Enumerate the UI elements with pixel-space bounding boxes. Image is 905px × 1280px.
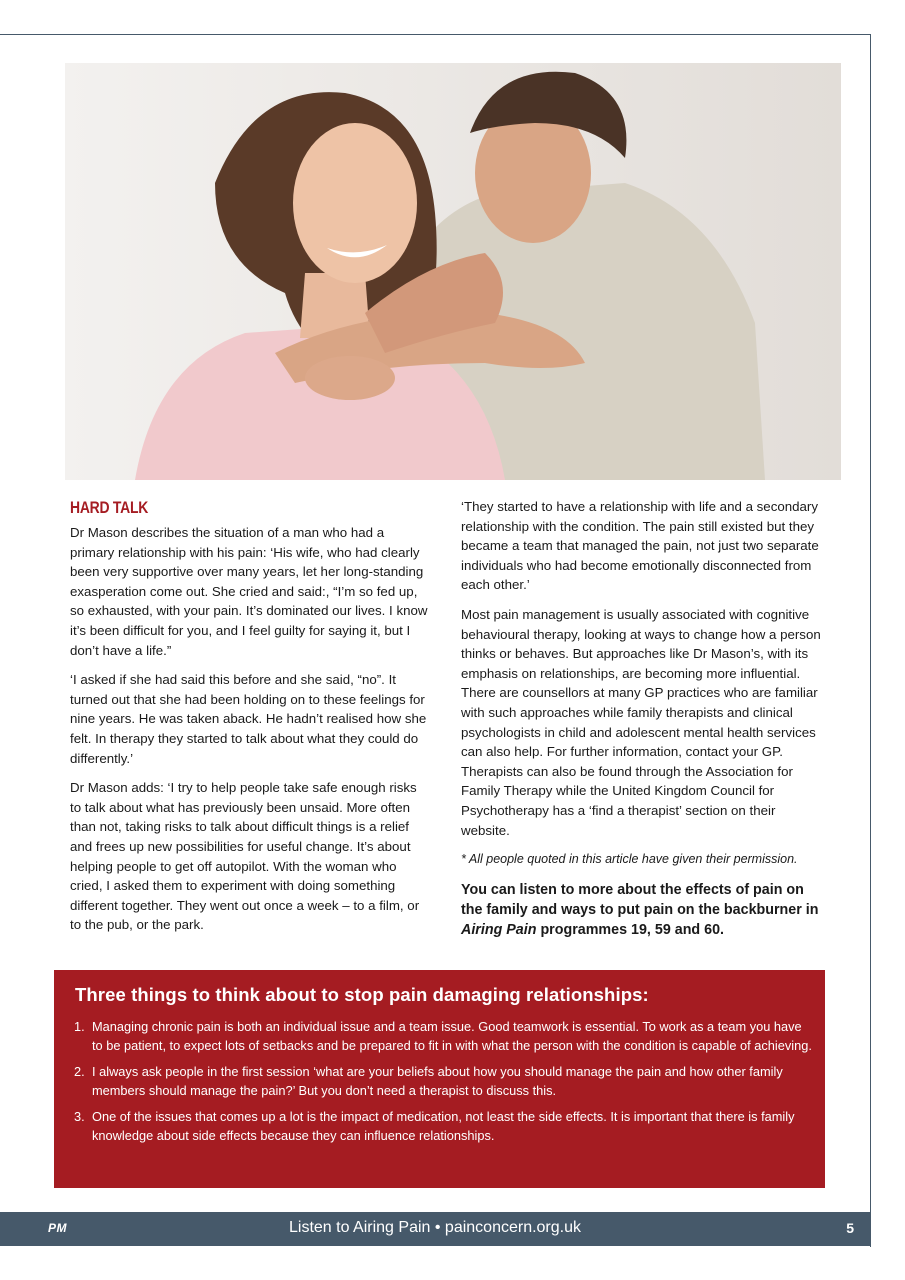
article-paragraph: Dr Mason adds: ‘I try to help people take safe enough risks to talk about what has previously been unsaid. More often than not, taking risks to talk about difficult things is a relief and frees up new possibilities for useful change. It’s about helping people to get off autopilot. With the woman who cried, I asked them to experiment with doing something different together. They went out once a week – to a film, or to the pub, or the park. — [70, 780, 420, 933]
article-right-column — [461, 497, 821, 950]
article-left-column — [70, 497, 430, 945]
article-paragraph: Most pain management is usually associated with cognitive behavioural therapy, looking at ways to change how a person thinks or behaves. But approaches like Dr Mason’s, with its emphasis on relationships, are becoming more influential. There are counsellors at many GP practices who are familiar with such approaches while family therapists and clinical psychologists in child and adolescent mental health services can also help. For further information, contact your GP. Therapists can also be found through the Association for Family Therapy while the United Kingdom Council for Psychotherapy has a ‘find a therapist’ section on their website. — [461, 606, 821, 838]
article-paragraph: ‘I asked if she had said this before and she said, “no”. It turned out that she had been holding on to these feelings for nine years. He was taken aback. He hadn’t realised how she felt. In therapy they started to talk about what they could do differently.’ — [70, 672, 427, 766]
list-item: 2. I always ask people in the first session ‘what are your beliefs about how you should manage the pain and how other family members should manage the pain?’ But you don’t need a therapist to discuss this. — [74, 1064, 783, 1098]
list-item: 1. Managing chronic pain is both an individual issue and a team issue. Good teamwork is essential. To work as a team you have to be patient, to expect lots of setbacks and be prepared to fit in with what the person with the condition is capable of achieving. — [74, 1019, 812, 1053]
article-paragraph: ‘They started to have a relationship with life and a secondary relationship with the condition. The pain still existed but they became a team that managed the pain, not just two separate individuals who had become emotionally disconnected from each other.’ — [461, 499, 819, 593]
page-number: 5 — [846, 1220, 854, 1236]
couple-photo — [65, 63, 841, 480]
programme-name: Airing Pain — [461, 921, 537, 938]
article-paragraph: Dr Mason describes the situation of a man who had a primary relationship with his pain: ‘His wife, who had clearly been very supportive over many years, let her long-standing exasperation come out. She cried and said:, “I’m so fed up, so exhausted, with your pain. It’s dominated our lives. I know it’s been difficult for you, and I feel guilty for saying it, but I don’t have a life.” — [70, 525, 428, 658]
tips-box — [54, 970, 825, 1188]
pain-matters-logo: PM — [48, 1221, 67, 1235]
tips-title: Three things to think about to stop pain damaging relationships: — [75, 984, 649, 1005]
footer-text: Listen to Airing Pain • painconcern.org.uk — [289, 1219, 581, 1236]
listen-callout: You can listen to more about the effects of pain on the family and ways to put pain on the backburner in Airing Pain programmes 19, 59 and 60. — [461, 881, 819, 938]
tips-list — [74, 1018, 814, 1153]
list-item: 3. One of the issues that comes up a lot is the impact of medication, not least the side effects. It is important that there is family knowledge about side effects because they can influence relationships. — [74, 1109, 795, 1143]
permission-note: * All people quoted in this article have given their permission. — [461, 852, 798, 867]
section-heading: HARD TALK — [70, 498, 149, 517]
page-footer — [0, 1212, 870, 1246]
